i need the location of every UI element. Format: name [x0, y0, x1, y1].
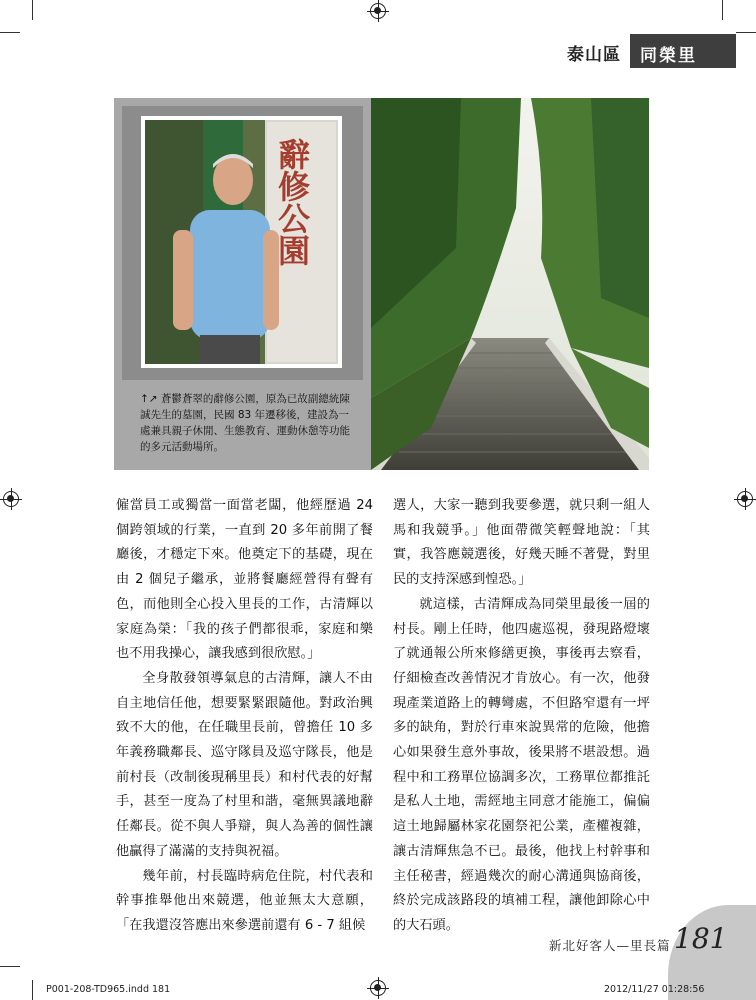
crop-mark — [0, 32, 20, 33]
crop-mark — [736, 32, 756, 33]
body-paragraph: 幾年前，村長臨時病危住院，村代表和幹事推舉他出來競選，他並無太大意願，「在我還沒答應出來參選前還有 6 - 7 組候 — [116, 868, 373, 933]
crop-mark — [32, 0, 33, 20]
header-district: 泰山區 — [567, 45, 621, 65]
portrait-photo — [141, 116, 342, 368]
header-village: 同榮里 — [630, 34, 736, 68]
body-paragraph: 全身散發領導氣息的古清輝，讓人不由自主地信任他，想要緊緊跟隨他。對政治興致不大的他，在任職里長前，曾擔任 10 多年義務職鄰長、巡守隊員及巡守隊長，他是前村長（改制後現稱里長）和村代表的好幫手，甚至一度為了村里和諧，毫無異議地辭任鄰長。從不與人爭辯，與人為善的個性讓他贏得了滿滿的支持與祝福。 — [116, 670, 373, 859]
photo-panel — [114, 98, 371, 470]
registration-mark-icon — [370, 3, 386, 19]
body-column-left — [116, 494, 373, 939]
park-illustration — [371, 98, 649, 470]
body-paragraph: 僱當員工或獨當一面當老闆，他經歷過 24 個跨領域的行業，一直到 20 多年前開了餐廳後，才穩定下來。他奠定下的基礎，現在由 2 個兒子繼承，並將餐廳經營得有聲有色，而他則全心投入里長的工作，古清輝以家庭為榮：「我的孩子們都很乖，家庭和樂也不用我操心，讓我感到很欣慰。」 — [116, 498, 373, 662]
registration-mark-icon — [370, 980, 386, 996]
print-slug-file: P001-208-TD965.indd 181 — [46, 984, 171, 995]
running-footer-title: 新北好客人—里長篇 — [549, 938, 671, 953]
page-number: 181 — [674, 922, 728, 955]
crop-mark — [722, 0, 723, 20]
body-paragraph: 選人，大家一聽到我要參選，就只剩一組人馬和我競爭。」他面帶微笑輕聲地說：「其實，我答應競選後，好幾天睡不著覺，對里民的支持深感到惶恐。」 — [393, 498, 650, 588]
park-stairs-photo — [371, 98, 649, 470]
crop-mark — [32, 980, 33, 1000]
registration-mark-icon — [3, 491, 19, 507]
crop-mark — [0, 966, 20, 967]
registration-mark-icon — [737, 491, 753, 507]
body-column-right — [393, 494, 650, 939]
body-paragraph: 就這樣，古清輝成為同榮里最後一屆的村長。剛上任時，他四處巡視，發現路燈壞了就通報公所來修繕更換，事後再去察看，仔細檢查改善情況才肯放心。有一次，他發現產業道路上的轉彎處，不但路窄還有一坪多的缺角，對於行車來說異常的危險，他擔心如果發生意外事故，後果將不堪設想。過程中和工務單位協調多次，工務單位都推託是私人土地，需經地主同意才能施工，偏偏這土地歸屬林家花園祭祀公業，產權複雜，讓古清輝焦急不已。最後，他找上村幹事和主任秘書，經過幾次的耐心溝通與協商後，終於完成該路段的填補工程，讓他卸除心中的大石頭。 — [393, 596, 650, 933]
photo-caption: ↑↗ 蒼鬱蒼翠的辭修公園，原為已故副總統陳誠先生的墓園，民國 83 年遷移後，建設為一處兼具親子休閒、生態教育、運動休憩等功能的多元活動場所。 — [140, 393, 350, 453]
print-slug-timestamp: 2012/11/27 01:28:56 — [604, 984, 705, 995]
portrait-sign: 辭修公園 — [273, 138, 311, 266]
